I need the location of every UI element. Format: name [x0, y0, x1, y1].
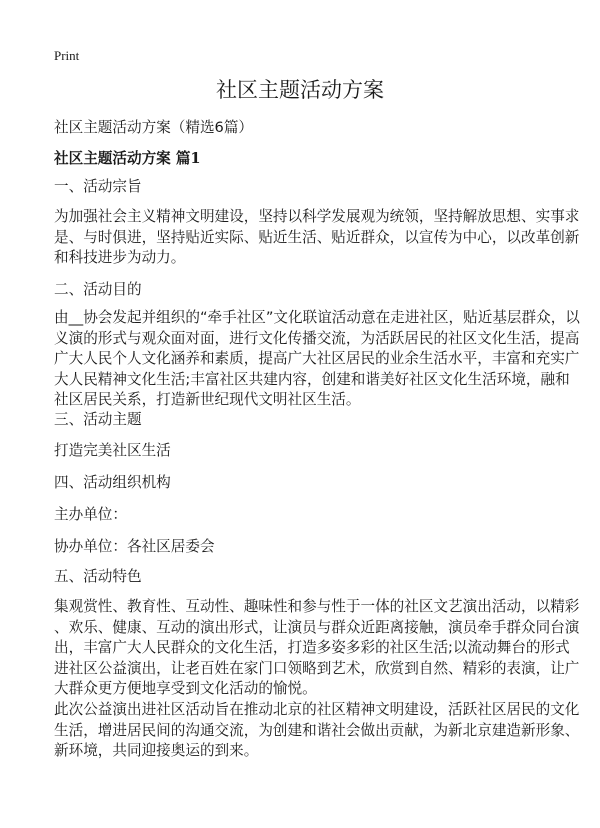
text-line: 大人民精神文化生活;丰富社区共建内容，创建和谐美好社区文化生活环境，融和: [54, 370, 570, 388]
text-line: 广大人民个人文化涵养和素质，提高广大社区居民的业余生活水平，丰富和充实广: [54, 350, 580, 367]
section-5-heading: 五、活动特色: [54, 568, 142, 585]
section-4-heading: 四、活动组织机构: [54, 474, 171, 491]
section-2-heading: 二、活动目的: [54, 281, 142, 298]
text-line: 为加强社会主义精神文明建设，坚持以科学发展观为统领，坚持解放思想、实事求: [54, 208, 580, 225]
text-line: 新环境，共同迎接奥运的到来。: [54, 742, 259, 759]
co-organizer: 协办单位：各社区居委会: [54, 538, 215, 555]
text-line: 和科技进步为动力。: [54, 249, 186, 266]
text-line: 义演的形式与观众面对面，进行文化传播交流，为活跃居民的社区文化生活，提高: [54, 329, 580, 347]
text-line: 集观赏性、教育性、互动性、趣味性和参与性于一体的社区文艺演出活动，以精彩: [54, 598, 580, 615]
text-line: 是、与时俱进，坚持贴近实际、贴近生活、贴近群众，以宣传为中心，以改革创新: [54, 228, 580, 246]
article-heading: 社区主题活动方案 篇1: [54, 150, 201, 167]
section-5-paragraph-2: [54, 700, 580, 762]
text-line: 由__协会发起并组织的“牵手社区”文化联谊活动意在走进社区，贴近基层群众，以: [54, 309, 580, 326]
host-organizer: 主办单位：: [54, 506, 127, 523]
text-line: 生活，增进居民间的沟通交流，为创建和谐社会做出贡献，为新北京建造新形象、: [54, 721, 580, 739]
section-3-text: 打造完美社区生活: [54, 442, 171, 459]
section-5-paragraph-1: [54, 597, 580, 700]
text-line: 、欢乐、健康、互动的演出形式，让演员与群众近距离接触，演员牵手群众同台演: [54, 618, 580, 636]
section-1-heading: 一、活动宗旨: [54, 178, 142, 195]
text-line: 出，丰富广大人民群众的文化生活，打造多姿多彩的社区生活;以流动舞台的形式: [54, 639, 570, 656]
text-line: 进社区公益演出，让老百姓在家门口领略到艺术，欣赏到自然、精彩的表演，让广: [54, 659, 580, 677]
print-link[interactable]: Print: [54, 48, 80, 63]
text-line: 此次公益演出进社区活动旨在推动北京的社区精神文明建设，活跃社区居民的文化: [54, 701, 580, 718]
page-title: 社区主题活动方案: [216, 78, 384, 102]
section-1-paragraph: [54, 207, 580, 269]
text-line: 大群众更方便地享受到文化活动的愉悦。: [54, 680, 317, 697]
subtitle: 社区主题活动方案（精选6篇）: [54, 119, 254, 136]
section-2-paragraph: [54, 308, 580, 411]
section-3-heading: 三、活动主题: [54, 411, 142, 428]
text-line: 社区居民关系，打造新世纪现代文明社区生活。: [54, 391, 361, 408]
